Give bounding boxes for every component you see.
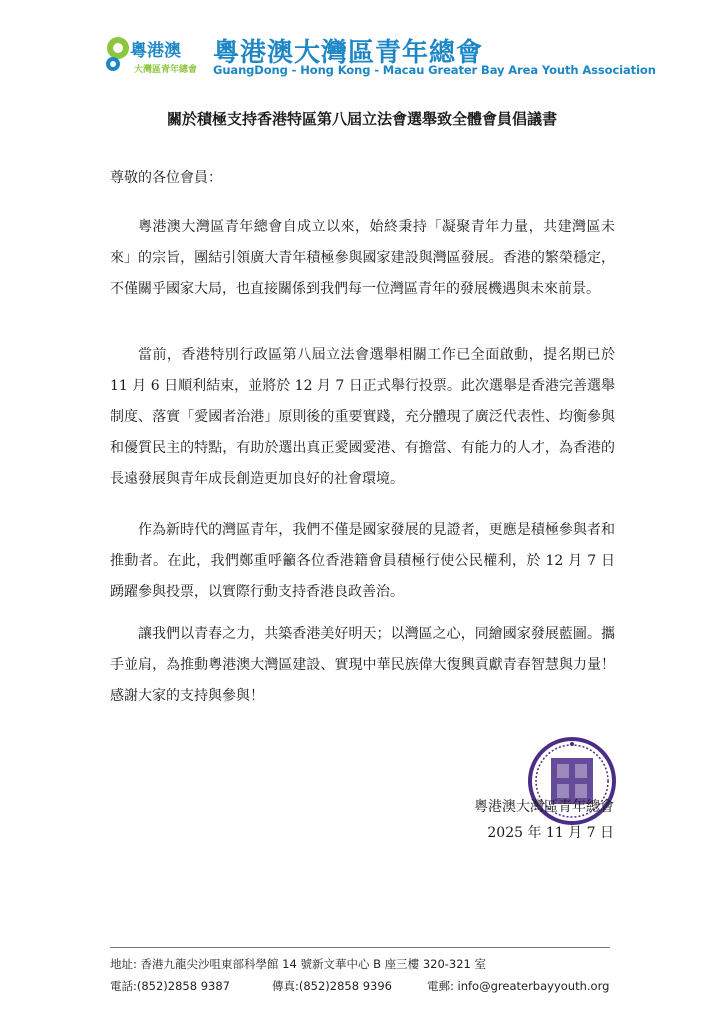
paragraph-4: 讓我們以青春之力，共築香港美好明天；以灣區之心，同繪國家發展藍圖。攜手並肩，為推動粵港澳大灣區建設、實現中華民族偉大復興貢獻青春智慧與力量！感謝大家的支持與參與！ bbox=[110, 626, 615, 704]
document-title: 關於積極支持香港特區第八屆立法會選舉致全體會員倡議書 bbox=[166, 110, 557, 128]
paragraph-3: 作為新時代的灣區青年，我們不僅是國家發展的見證者，更應是積極參與者和推動者。在此，我們鄭重呼籲各位香港籍會員積極行使公民權利，於 12 月 7 日踴躍參與投票，以實際行動支持香港良政善治。 bbox=[110, 522, 615, 600]
footer-divider bbox=[110, 947, 610, 948]
footer-fax: 傳真:(852)2858 9396 bbox=[272, 979, 392, 993]
footer-phone: 電話:(852)2858 9387 bbox=[110, 979, 230, 993]
signature-date: 2025 年 11 月 7 日 bbox=[487, 825, 614, 841]
salutation: 尊敬的各位會員： bbox=[110, 170, 222, 186]
footer-email[interactable]: 電郵: info@greaterbayyouth.org bbox=[427, 979, 610, 993]
paragraph-2: 當前，香港特別行政區第八屆立法會選舉相關工作已全面啟動，提名期已於 11 月 6 日順利結束，並將於 12 月 7 日正式舉行投票。此次選舉是香港完善選舉制度、落實「愛國者治港」原則後的重要實踐，充分體現了廣泛代表性、均衡參與和優質民主的特點，有助於選出真正愛國愛港、有擔當、有能力的人才，為香港的長遠發展與青年成長創造更加良好的社會環境。 bbox=[110, 347, 615, 487]
signature-organization: 粵港澳大灣區青年總會 bbox=[474, 799, 614, 815]
logo-mark-text-sub: 大灣區青年總會 bbox=[134, 65, 198, 75]
logo-mark-text-main: 粵港澳 bbox=[130, 41, 181, 61]
association-logo bbox=[104, 28, 204, 78]
paragraph-1: 粵港澳大灣區青年總會自成立以來，始終秉持「凝聚青年力量，共建灣區未來」的宗旨，團結引領廣大青年積極參與國家建設與灣區發展。香港的繁榮穩定，不僅關乎國家大局，也直接關係到我們每一位灣區青年的發展機遇與未來前景。 bbox=[110, 219, 615, 297]
logo-english-name: GuangDong - Hong Kong - Macau Greater Bay Area Youth Association bbox=[213, 63, 656, 77]
logo-chinese-name: 粵港澳大灣區青年總會 bbox=[213, 38, 484, 68]
footer-address: 地址: 香港九龍尖沙咀東部科學館 14 號新文華中心 B 座三樓 320-321 室 bbox=[110, 957, 487, 971]
